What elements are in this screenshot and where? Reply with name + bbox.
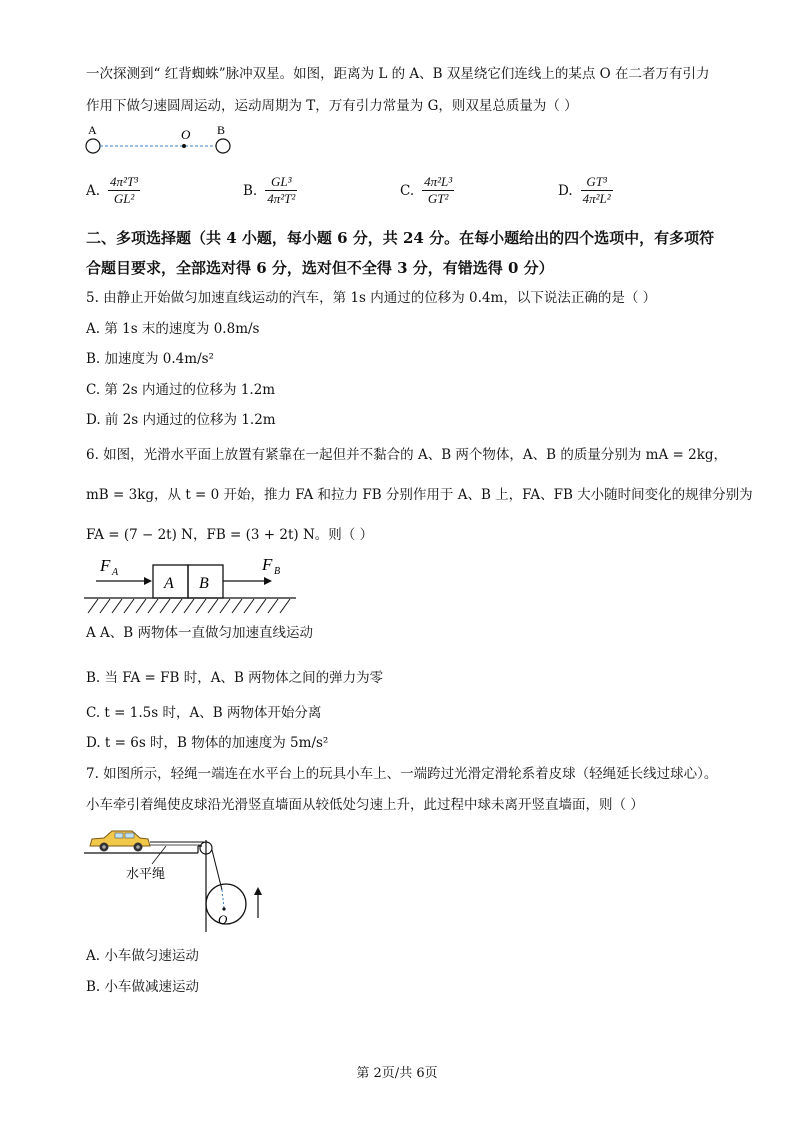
label-fa: F [100,556,111,575]
q6-option-a: A A、B 两物体一直做匀加速直线运动 [86,625,314,641]
label-fb-sub: B [274,566,281,577]
section2-heading-line1: 二、多项选择题（共 4 小题，每小题 6 分，共 24 分。在每小题给出的四个选项中，有多项符 [86,229,715,247]
q5-stem: 5. 由静止开始做匀加速直线运动的汽车，第 1s 内通过的位移为 0.4m，以下说法正确的是（ ） [86,290,657,306]
force-b-arrowhead [264,577,272,585]
rope-label: 水平绳 [126,866,166,881]
q4-label-o: O [181,127,191,142]
label-fb: F [262,555,273,574]
q4-stem-line1: 一次探测到“ 红背蜘蛛”脉冲双星。如图，距离为 L 的 A、B 双星绕它们连线上的某点 O 在二者万有引力 [86,66,710,82]
star-a [86,139,100,153]
q4-option-a: A. $\frac{\text{4π²T³}}{\text{GL²}}$ [86,174,139,206]
q4-binary-star-figure [84,122,244,158]
q5-option-b: B. 加速度为 0.4m/s² [86,351,214,367]
ground-hatching [88,599,290,613]
q6-option-b: B. 当 FA = FB 时，A、B 两物体之间的弹力为零 [86,670,384,686]
block-a-label: A [164,575,174,592]
upward-arrowhead [254,887,262,895]
q4-label-b: B [217,123,226,137]
label-fa-sub: A [112,567,119,578]
q6-stem-line2: mB = 3kg，从 t = 0 开始，推力 FA 和拉力 FB 分别作用于 A、B 上，FA、FB 大小随时间变化的规律分别为 [86,487,753,503]
q6-option-d: D. t = 6s 时，B 物体的加速度为 5m/s² [86,735,329,751]
q5-option-a: A. 第 1s 末的速度为 0.8m/s [86,321,260,337]
q7-stem-line1: 7. 如图所示，轻绳一端连在水平台上的玩具小车上、一端跨过光滑定滑轮系着皮球（轻绳延长线过球心）。 [86,766,718,782]
point-o [182,144,186,148]
rope-extension [222,890,224,908]
q7-car-pulley-figure [82,826,272,934]
block-b-label: B [199,575,209,592]
rope-to-ball [212,850,222,890]
ball-center [222,907,225,910]
q4-option-b: B. $\frac{\text{GL³}}{\text{4π²T²}}$ [243,174,296,206]
q4-option-d: D. $\frac{\text{GT³}}{\text{4π²L²}}$ [558,174,611,206]
q5-option-c: C. 第 2s 内通过的位移为 1.2m [86,382,276,398]
q6-stem-line3: FA = (7 − 2t) N，FB = (3 + 2t) N。则（ ） [86,527,374,543]
q6-option-c: C. t = 1.5s 时，A、B 两物体开始分离 [86,705,322,721]
q4-stem-line2: 作用下做匀速圆周运动，运动周期为 T，万有引力常量为 G，则双星总质量为（ ） [86,98,578,114]
q7-option-b: B. 小车做减速运动 [86,979,200,995]
toy-car [90,831,150,852]
page-footer: 第 2页/共 6页 [356,1066,438,1081]
q4-label-a: A [88,123,97,137]
q5-option-d: D. 前 2s 内通过的位移为 1.2m [86,412,276,428]
section2-heading-line2: 合题目要求，全部选对得 6 分，选对但不全得 3 分，有错选得 0 分） [86,259,554,277]
q7-option-a: A. 小车做匀速运动 [86,948,199,964]
label-pointer [152,846,166,864]
q7-stem-line2: 小车牵引着绳使皮球沿光滑竖直墙面从较低处匀速上升，此过程中球未离开竖直墙面，则（ ） [86,797,644,813]
q6-stem-line1: 6. 如图，光滑水平面上放置有紧靠在一起但并不黏合的 A、B 两个物体，A、B 的质量分别为 mA = 2kg， [86,447,728,463]
force-a-arrowhead [144,577,152,585]
q4-option-c: C. $\frac{\text{4π²L³}}{\text{GT²}}$ [400,174,453,206]
center-label: O [218,912,228,927]
q6-blocks-figure [82,553,298,617]
star-b [216,139,230,153]
